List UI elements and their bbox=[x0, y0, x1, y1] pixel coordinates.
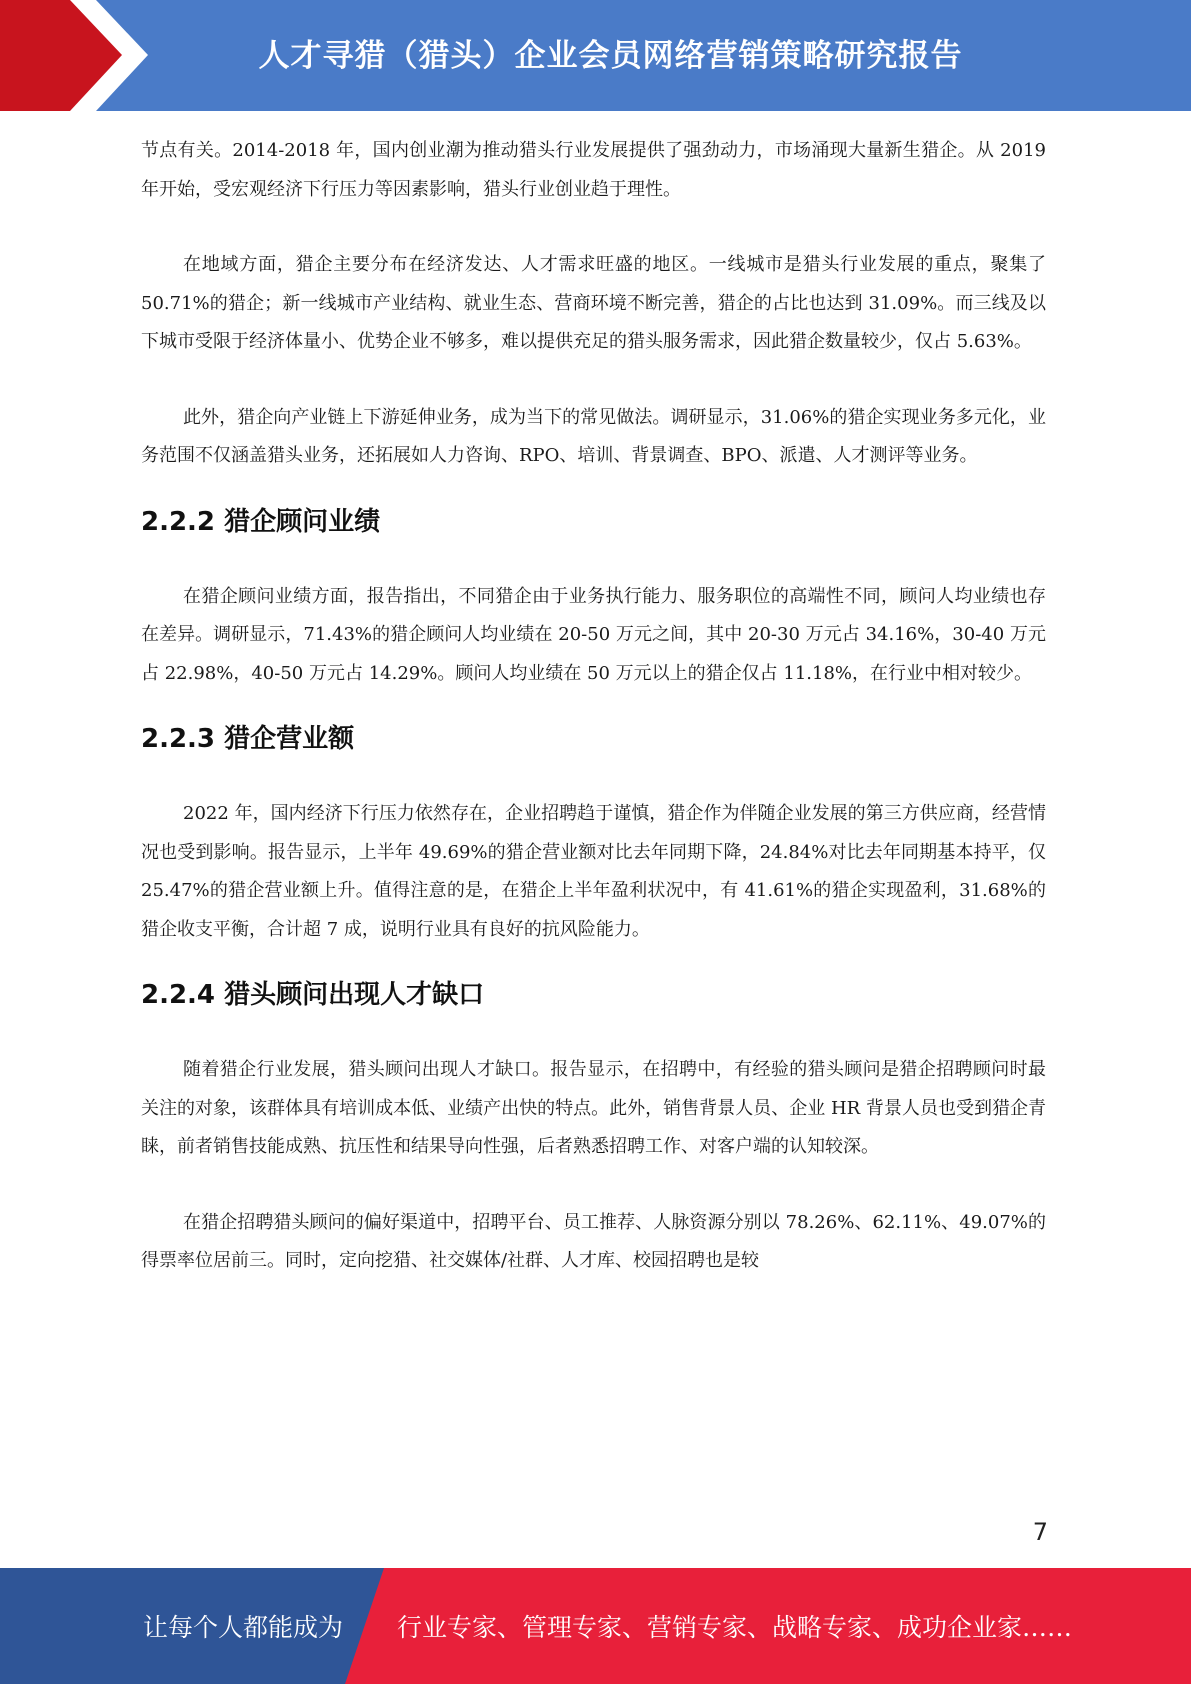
document-body bbox=[141, 132, 1046, 1281]
page-number: 7 bbox=[1032, 1518, 1048, 1546]
paragraph: 节点有关。2014-2018 年，国内创业潮为推动猎头行业发展提供了强劲动力，市场涌现大量新生猎企。从 2019 年开始，受宏观经济下行压力等因素影响，猎头行业创业趋于理性。 bbox=[141, 140, 1046, 200]
paragraph: 此外，猎企向产业链上下游延伸业务，成为当下的常见做法。调研显示，31.06%的猎企实现业务多元化，业务范围不仅涵盖猎头业务，还拓展如人力咨询、RPO、培训、背景调查、BPO、派遣、人才测评等业务。 bbox=[141, 406, 1046, 466]
section-heading: 2.2.3 猎企营业额 bbox=[141, 724, 355, 754]
section-heading: 2.2.4 猎头顾问出现人才缺口 bbox=[141, 980, 485, 1010]
section-heading: 2.2.2 猎企顾问业绩 bbox=[141, 506, 381, 537]
paragraph: 在猎企招聘猎头顾问的偏好渠道中，招聘平台、员工推荐、人脉资源分别以 78.26%、62.11%、49.07%的得票率位居前三。同时，定向挖猎、社交媒体/社群、人才库、校园招聘也是较 bbox=[141, 1211, 1046, 1271]
document-title: 人才寻猎（猎头）企业会员网络营销策略研究报告 bbox=[258, 37, 963, 74]
header-banner bbox=[0, 0, 1191, 111]
paragraph: 在猎企顾问业绩方面，报告指出，不同猎企由于业务执行能力、服务职位的高端性不同，顾问人均业绩也存在差异。调研显示，71.43%的猎企顾问人均业绩在 20-50 万元之间，其中 20-30 万元占 34.16%，30-40 万元占 22.98%，40-50 万元占 14.29%。顾问人均业绩在 50 万元以上的猎企仅占 11.18%，在行业中相对较少。 bbox=[141, 585, 1046, 684]
paragraph: 随着猎企行业发展，猎头顾问出现人才缺口。报告显示，在招聘中，有经验的猎头顾问是猎企招聘顾问时最关注的对象，该群体具有培训成本低、业绩产出快的特点。此外，销售背景人员、企业 HR 背景人员也受到猎企青睐，前者销售技能成熟、抗压性和结果导向性强，后者熟悉招聘工作、对客户端的认知较深。 bbox=[141, 1059, 1046, 1157]
footer-slogan-right: 行业专家、管理专家、营销专家、战略专家、成功企业家…… bbox=[397, 1613, 1073, 1642]
footer-slogan-left: 让每个人都能成为 bbox=[143, 1613, 344, 1642]
paragraph: 在地域方面，猎企主要分布在经济发达、人才需求旺盛的地区。一线城市是猎头行业发展的重点，聚集了 50.71%的猎企；新一线城市产业结构、就业生态、营商环境不断完善，猎企的占比也达到 31.09%。而三线及以下城市受限于经济体量小、优势企业不够多，难以提供充足的猎头服务需求，因此猎企数量较少，仅占 5.63%。 bbox=[141, 254, 1046, 352]
footer-banner bbox=[0, 1568, 1191, 1684]
paragraph: 2022 年，国内经济下行压力依然存在，企业招聘趋于谨慎，猎企作为伴随企业发展的第三方供应商，经营情况也受到影响。报告显示，上半年 49.69%的猎企营业额对比去年同期下降，24.84%对比去年同期基本持平，仅 25.47%的猎企营业额上升。值得注意的是，在猎企上半年盈利状况中，有 41.61%的猎企实现盈利，31.68%的猎企收支平衡，合计超 7 成，说明行业具有良好的抗风险能力。 bbox=[141, 803, 1046, 940]
